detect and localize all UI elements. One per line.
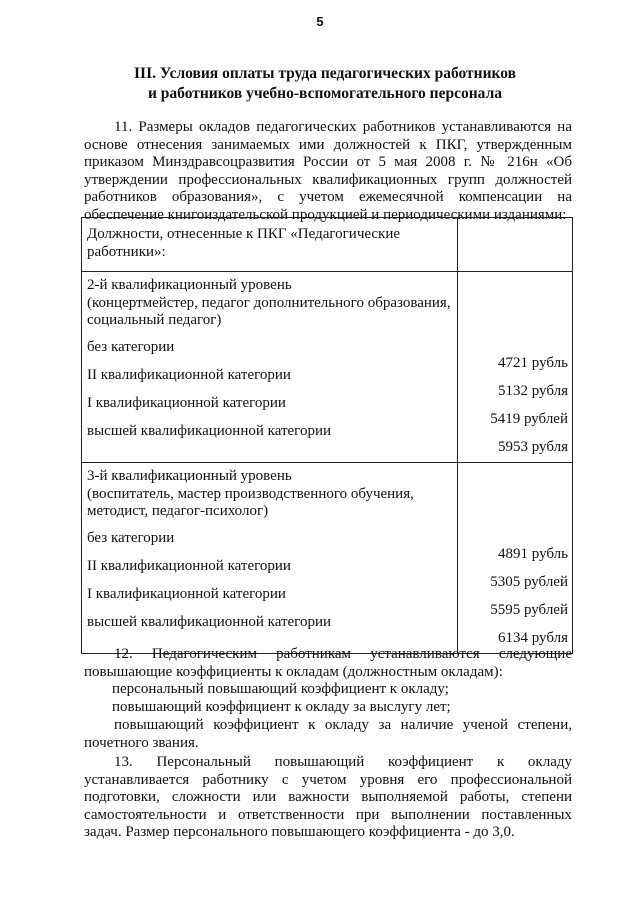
salary-value: 6134 рубля — [498, 630, 568, 647]
table-header-cell: Должности, отнесенные к ПКГ «Педагогические работники»: — [82, 218, 458, 272]
table-salary-cell — [458, 463, 573, 654]
list-item: персональный повышающий коэффициент к окладу; — [112, 681, 449, 697]
section-heading — [80, 64, 570, 104]
category-label: II квалификационной категории — [87, 366, 291, 383]
paragraph-12: 12. Педагогическим работникам устанавливаются следующие повышающие коэффициенты к окладам (должностным окладам): — [84, 646, 572, 680]
salary-value: 5953 рубля — [498, 439, 568, 456]
salary-value: 5305 рублей — [490, 574, 568, 591]
table-group-cell — [82, 463, 458, 654]
table-header-empty-cell — [458, 218, 573, 272]
salary-value: 5132 рубля — [498, 383, 568, 400]
salary-value: 4721 рубль — [498, 355, 568, 372]
salary-table — [81, 217, 573, 654]
category-label: высшей квалификационной категории — [87, 613, 332, 630]
qualification-level-desc: (концертмейстер, педагог дополнительного образования, социальный педагог) — [87, 294, 451, 328]
qualification-level-title: 2-й квалификационный уровень — [87, 277, 292, 293]
paragraph-11: 11. Размеры окладов педагогических работников устанавливаются на основе отнесения занимаемых ими должностей к ПКГ, утвержденным приказом Минздравсоцразвития России от 5 мая 2008 г. № 216н «Об утверждении профессиональных квалификационных групп должностей работников образования», с учетом ежемесячной компенсации на обеспечение книгоиздательской продукцией и периодическими изданиями: — [84, 119, 572, 223]
salary-value: 4891 рубль — [498, 546, 568, 563]
qualification-level-desc: (воспитатель, мастер производственного обучения, методист, педагог-психолог) — [87, 485, 414, 519]
section-heading-line-1: III. Условия оплаты труда педагогических работников — [134, 65, 516, 82]
paragraph-13: 13. Персональный повышающий коэффициент к окладу устанавливается работнику с учетом уровня его профессиональной подготовки, сложности или важности выполняемой работы, степени самостоятельности и ответственности при выполнении поставленных задач. Размер персонального повышающего коэффициента - до 3,0. — [84, 754, 572, 840]
salary-value: 5595 рублей — [490, 602, 568, 619]
category-label: II квалификационной категории — [87, 557, 291, 574]
category-label: без категории — [87, 338, 175, 355]
qualification-level-title: 3-й квалификационный уровень — [87, 468, 292, 484]
list-item: повышающий коэффициент к окладу за наличие ученой степени, почетного звания. — [84, 717, 572, 751]
table-group-cell — [82, 272, 458, 463]
page-number: 5 — [316, 14, 324, 29]
table-group-row — [82, 463, 573, 654]
category-label: высшей квалификационной категории — [87, 422, 332, 439]
salary-value: 5419 рублей — [490, 411, 568, 428]
table-header-row — [82, 218, 573, 272]
category-label: I квалификационной категории — [87, 585, 286, 602]
category-label: I квалификационной категории — [87, 394, 286, 411]
list-item: повышающий коэффициент к окладу за выслугу лет; — [112, 699, 451, 715]
category-label: без категории — [87, 529, 175, 546]
table-salary-cell — [458, 272, 573, 463]
section-heading-line-2: и работников учебно-вспомогательного персонала — [147, 85, 503, 102]
table-group-row — [82, 272, 573, 463]
